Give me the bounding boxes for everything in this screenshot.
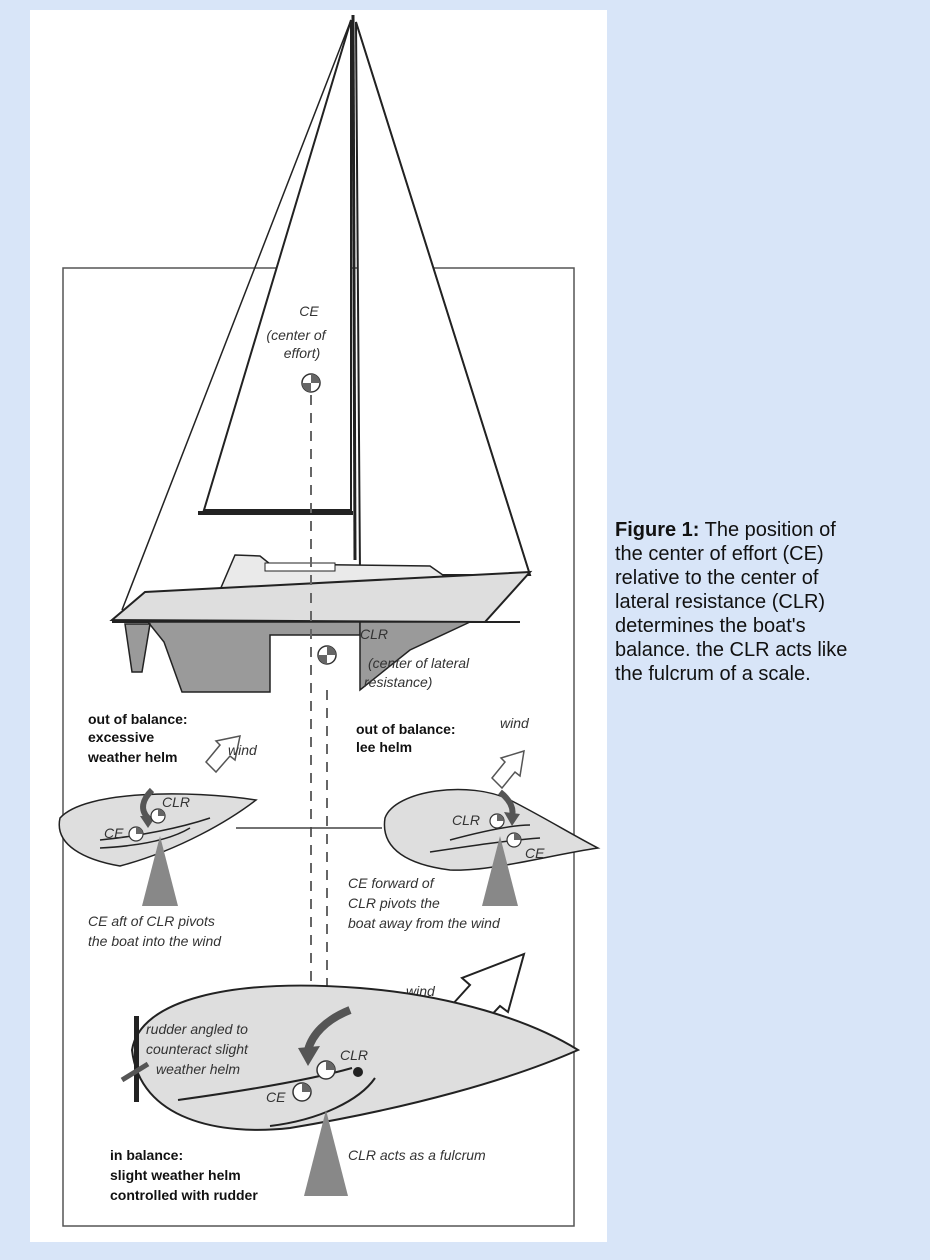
figure-caption <box>615 518 860 686</box>
left-ce-label: CE <box>104 825 124 841</box>
bottom-wind-label: wind <box>406 983 435 999</box>
right-ce-marker <box>507 833 521 847</box>
ce-desc-1: (center of <box>266 327 326 343</box>
rudder <box>125 624 150 672</box>
left-clr-label: CLR <box>162 794 191 810</box>
right-clr-marker <box>490 814 504 828</box>
bottom-clr-marker <box>317 1061 335 1079</box>
fulcrum-dot <box>353 1067 363 1077</box>
right-clr-label: CLR <box>452 812 481 828</box>
bottom-heading-1: in balance: <box>110 1147 184 1163</box>
ce-desc-2: effort) <box>283 345 321 361</box>
bottom-heading-2: slight weather helm <box>110 1167 241 1183</box>
bottom-heading-3: controlled with rudder <box>110 1187 258 1203</box>
mainsail <box>204 20 351 510</box>
left-clr-marker <box>151 809 165 823</box>
clr-marker <box>318 646 336 664</box>
bottom-rudder-2: counteract slight <box>146 1041 248 1057</box>
bottom-ce-marker <box>293 1083 311 1101</box>
clr-desc-2: resistance) <box>364 674 433 690</box>
right-heading-1: out of balance: <box>356 721 456 737</box>
left-ce-marker <box>129 827 143 841</box>
left-note-2: the boat into the wind <box>88 933 222 949</box>
bottom-rudder-1: rudder angled to <box>146 1021 248 1037</box>
right-wind-label: wind <box>500 715 529 731</box>
right-boat <box>384 790 598 871</box>
left-heading-1: out of balance: <box>88 711 188 727</box>
mast <box>353 15 355 560</box>
caption-text: The position of the center of effort (CE) relative to the center of lateral resistance (CLR) determines the boat's balance. the CLR acts like the fulcrum of a scale. <box>615 519 848 685</box>
right-heading-2: lee helm <box>356 739 413 755</box>
bottom-clr-label: CLR <box>340 1047 369 1063</box>
bottom-ce-label: CE <box>266 1089 286 1105</box>
caption-label: Figure 1: <box>615 519 700 541</box>
cabin-window <box>265 563 335 571</box>
right-note-2: CLR pivots the <box>348 895 440 911</box>
right-note-1: CE forward of <box>348 875 434 891</box>
right-wind-arrow <box>492 751 524 788</box>
bottom-fulcrum-label: CLR acts as a fulcrum <box>348 1147 486 1163</box>
clr-title: CLR <box>360 626 389 642</box>
left-wind-label: wind <box>228 742 257 758</box>
bottom-rudder-3: weather helm <box>156 1061 241 1077</box>
right-ce-label: CE <box>525 845 545 861</box>
left-heading-2: excessive <box>88 729 155 745</box>
sailboat-balance-diagram <box>30 10 607 1242</box>
ce-marker <box>302 374 320 392</box>
rudder-bracket <box>134 1016 139 1102</box>
figure-panel <box>30 10 607 1242</box>
left-heading-3: weather helm <box>88 749 178 765</box>
ce-title: CE <box>299 303 319 319</box>
left-note-1: CE aft of CLR pivots <box>88 913 215 929</box>
clr-desc-1: (center of lateral <box>368 655 470 671</box>
right-note-3: boat away from the wind <box>348 915 500 931</box>
